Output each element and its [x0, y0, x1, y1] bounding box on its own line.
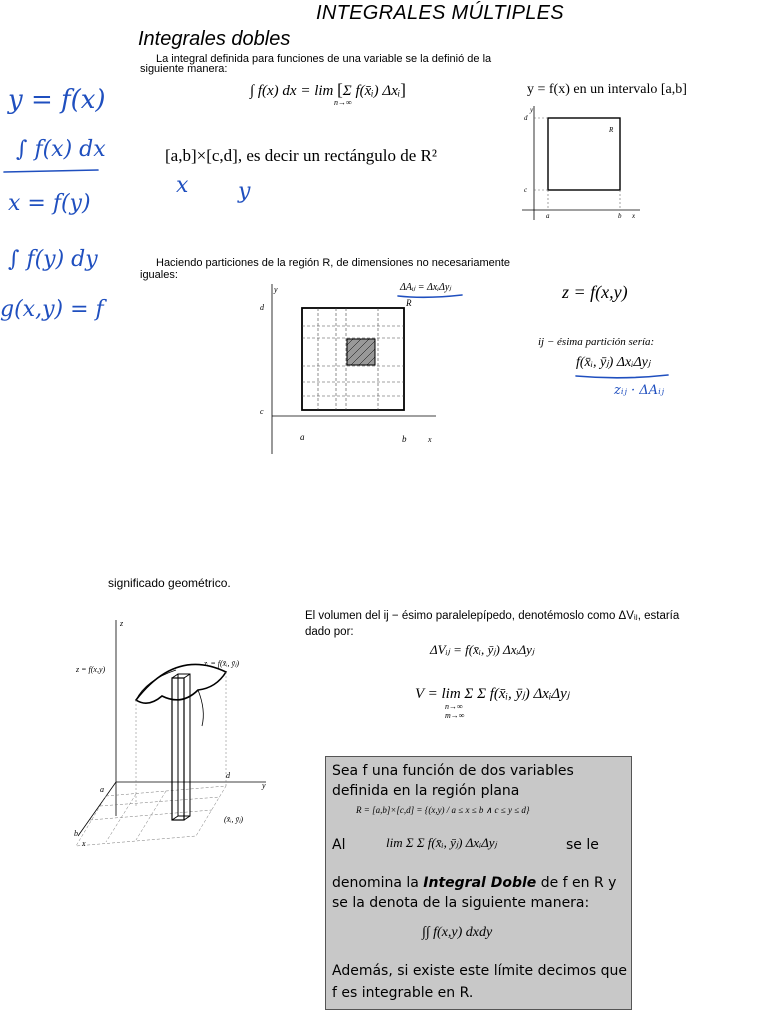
- handwriting-zij: zᵢⱼ · ΔAᵢⱼ: [614, 383, 665, 398]
- region-diagram: [512, 106, 642, 226]
- def-line-9: f es integrable en R.: [332, 985, 474, 1001]
- handwritten-xy: [170, 170, 270, 206]
- delta-a-label: ΔAᵢⱼ = ΔxᵢΔyⱼ: [400, 282, 452, 293]
- rectangle-text: [a,b]×[c,d], es decir un rectángulo de R²: [165, 146, 437, 165]
- section-title: Integrales dobles: [138, 28, 291, 50]
- intro-line-1: La integral definida para funciones de una variable se la definió de la: [156, 53, 492, 65]
- handwriting-note-3: x = f(y): [8, 191, 91, 216]
- intro-line-2: siguiente manera:: [140, 63, 228, 75]
- definition-box: [325, 756, 632, 1010]
- handwriting-note-5: g(x,y) = f: [0, 297, 104, 322]
- vol-label-a: a: [100, 785, 104, 794]
- ij-formula: f(x̄ᵢ, ȳⱼ) ΔxᵢΔyⱼ: [576, 355, 651, 370]
- volume-diagram: [66, 610, 286, 856]
- handwriting-x: x: [176, 173, 189, 198]
- def-line-1: Sea f una función de dos variables: [332, 763, 574, 779]
- def-line-2: definida en la región plana: [332, 783, 520, 799]
- vol-label-surface: z = f(x,y): [76, 665, 106, 674]
- handwritten-notes: [0, 70, 130, 330]
- delta-v-formula: ΔVᵢⱼ = f(x̄ᵢ, ȳⱼ) ΔxᵢΔyⱼ: [430, 642, 535, 657]
- volume-line-2: dado por:: [305, 626, 354, 638]
- ij-handwriting: [572, 372, 682, 402]
- label-a: a: [546, 212, 550, 220]
- vol-label-y: y: [262, 781, 266, 790]
- def-line-5: denomina la Integral Doble de f en R y: [332, 875, 617, 891]
- grid-label-a: a: [300, 432, 305, 442]
- def-line-7: ∫∫ f(x,y) dxdy: [422, 925, 493, 940]
- label-d: d: [524, 114, 528, 122]
- vol-label-zi: zᵢ = f(x̄ᵢ, ȳⱼ): [204, 659, 240, 668]
- def-line-6: se la denota de la siguiente manera:: [332, 895, 590, 911]
- def-line-4-a: Al: [332, 837, 346, 853]
- partition-line-2: iguales:: [140, 269, 178, 281]
- integral-formula: ∫ f(x) dx = lim [Σ f(x̄ᵢ) Δxᵢ]: [250, 80, 406, 99]
- def-line-4-c: se le: [566, 837, 599, 853]
- label-y: y: [530, 106, 534, 114]
- volume-formula: V = lim Σ Σ f(x̄ᵢ, ȳⱼ) ΔxᵢΔyⱼ: [415, 686, 570, 702]
- grid-label-c: c: [260, 407, 264, 416]
- label-R: R: [609, 126, 614, 134]
- volume-sub-m: m→∞: [445, 711, 465, 720]
- z-function: z = f(x,y): [562, 282, 628, 302]
- def-line-3: R = [a,b]×[c,d] = {(x,y) / a ≤ x ≤ b ∧ c ≤ y ≤ d}: [356, 805, 530, 815]
- label-c: c: [524, 186, 528, 194]
- grid-label-b: b: [402, 434, 407, 444]
- page-title: INTEGRALES MÚLTIPLES: [316, 2, 564, 24]
- geometric-label: significado geométrico.: [108, 576, 231, 590]
- vol-label-x: x: [82, 839, 86, 848]
- def-line-4-b: lim Σ Σ f(x̄ᵢ, ȳⱼ) ΔxᵢΔyⱼ: [386, 835, 497, 850]
- handwriting-note-2: ∫ f(x) dx: [16, 137, 106, 162]
- grid-label-R: R: [406, 298, 412, 308]
- grid-label-x: x: [428, 435, 432, 444]
- vol-label-point: (x̄ᵢ, ȳⱼ): [224, 815, 244, 824]
- ij-text: ij − ésima partición sería:: [538, 336, 655, 348]
- label-b: b: [618, 212, 622, 220]
- volume-line-1: El volumen del ij − ésimo paralelepípedo, denotémoslo como ΔVᵢⱼ, estaría: [305, 610, 680, 622]
- handwriting-note-1: y = f(x): [8, 85, 106, 115]
- def-line-8: Además, si existe este límite decimos que: [332, 963, 627, 979]
- volume-sub-n: n→∞: [445, 702, 463, 711]
- limit-subscript: n→∞: [334, 98, 352, 107]
- delta-a-underline: [396, 292, 466, 300]
- grid-label-y: y: [274, 285, 278, 294]
- label-x: x: [632, 212, 636, 220]
- handwriting-note-4: ∫ f(y) dy: [8, 247, 98, 272]
- partition-diagram: [252, 282, 452, 458]
- handwriting-y: y: [238, 179, 251, 204]
- vol-label-d: d: [226, 771, 230, 780]
- vol-label-z: z: [120, 619, 124, 628]
- vol-label-b: b: [74, 829, 78, 838]
- interval-text: y = f(x) en un intervalo [a,b]: [527, 82, 687, 97]
- grid-label-d: d: [260, 303, 264, 312]
- partition-line-1: Haciendo particiones de la región R, de dimensiones no necesariamente: [156, 257, 511, 269]
